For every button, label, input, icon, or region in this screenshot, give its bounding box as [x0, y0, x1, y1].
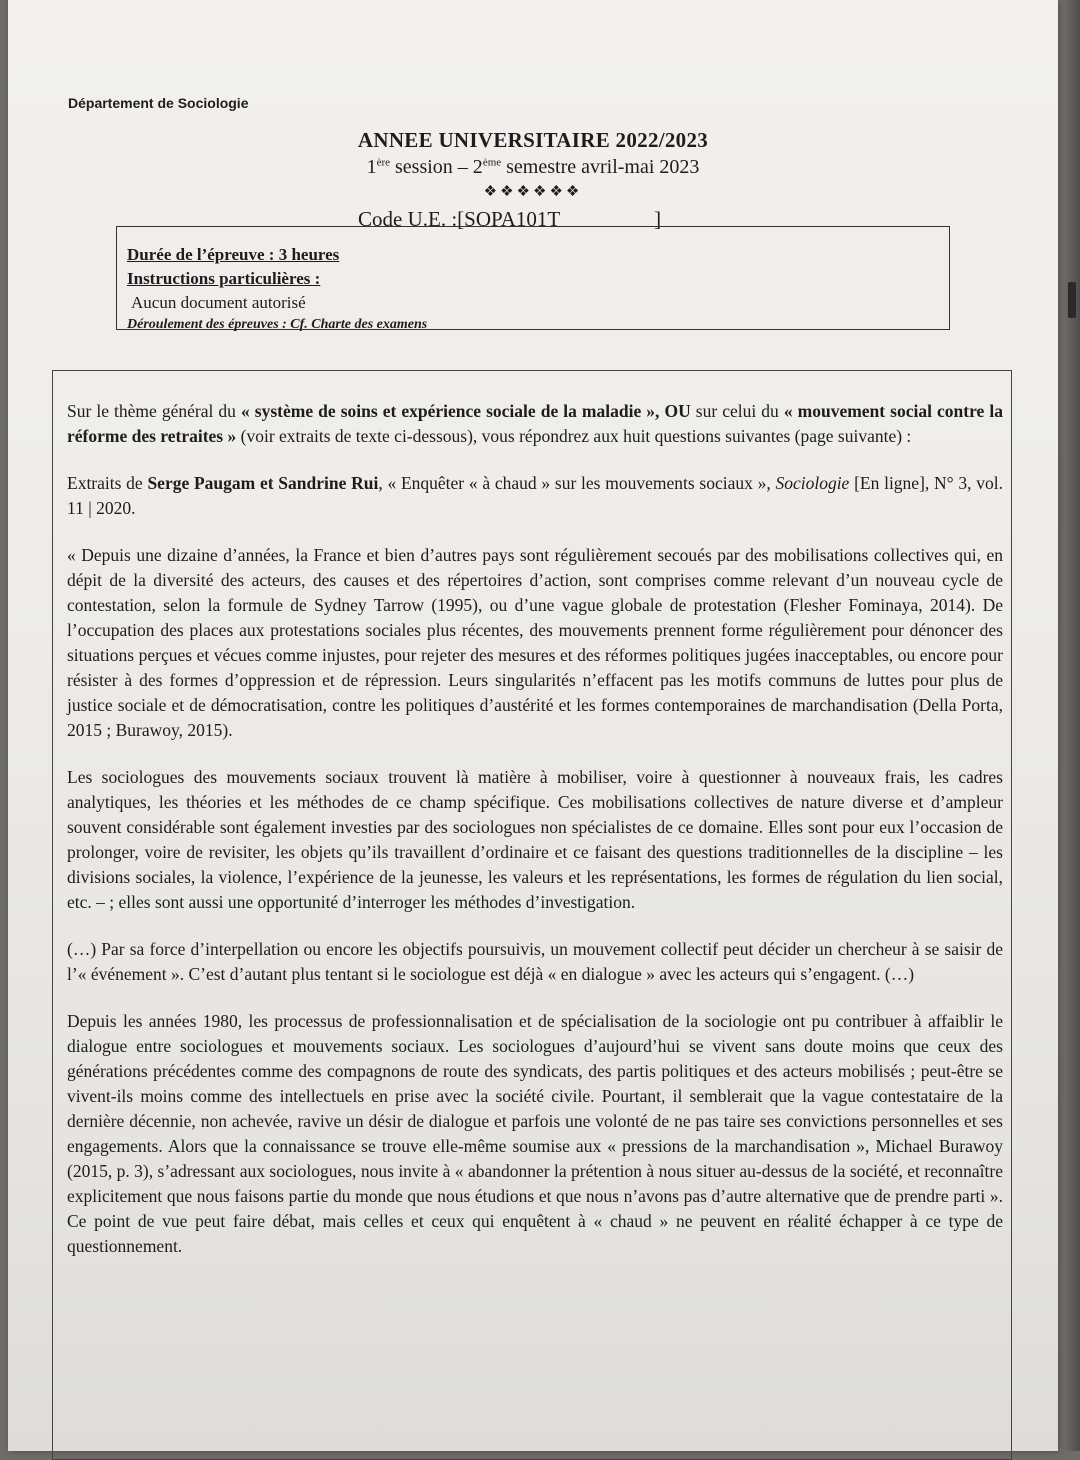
- extract-paragraph-3: (…) Par sa force d’interpellation ou encore les objectifs poursuivis, un mouvement collectif peut décider un chercheur à se saisir de l’« événement ». C’est d’autant plus tentant si le sociologue est déjà « en dialogue » avec les acteurs qui s’engagent. (…): [67, 939, 1003, 984]
- intro-c: (voir extraits de texte ci-dessous), vous répondrez aux huit questions suivantes (page suivante) :: [236, 426, 912, 446]
- session-end: semestre avril-mai 2023: [501, 156, 700, 178]
- session-line: [8, 156, 1058, 179]
- extract-paragraph-2: Les sociologues des mouvements sociaux trouvent là matière à mobiliser, voire à questionner à nouveaux frais, les cadres analytiques, les théories et les méthodes de ce champ spécifique. Ces mobilisations collectives de nature diverse et d’ampleur souvent considérable sont également investies par des sociologues non spécialistes de ce domaine. Elles sont pour eux l’occasion de prolonger, voire de revisiter, les objets qu’ils travaillent d’ordinaire et ce faisant des questions traditionnelles de la discipline – les divisions sociales, la violence, l’expérience de la jeunesse, les valeurs et les représentations, les formes de régulation du lien social, etc. – ; elles sont aussi une opportunité d’interroger les méthodes d’investigation.: [67, 767, 1003, 912]
- intro-b: sur celui du: [690, 401, 784, 421]
- code-close: ]: [654, 207, 662, 231]
- intro-a: Sur le thème général du: [67, 401, 241, 421]
- exam-duration: Durée de l’épreuve : 3 heures: [127, 245, 340, 264]
- code-value: SOPA101T: [464, 207, 561, 231]
- source-c: [En ligne], N° 3, vol. 11 | 2020.: [67, 473, 1003, 518]
- background-edge: [1058, 0, 1080, 1451]
- exam-sheet: [8, 0, 1058, 1451]
- intro-paragraph: [67, 399, 1003, 449]
- code-label: Code U.E. :[: [358, 207, 465, 231]
- binder-clip: [1068, 282, 1076, 318]
- source-citation: [67, 471, 1003, 521]
- session-number: 1: [366, 156, 377, 178]
- academic-year: ANNEE UNIVERSITAIRE 2022/2023: [357, 128, 709, 152]
- instructions-text: Aucun document autorisé: [131, 293, 306, 312]
- source-b: , « Enquêter « à chaud » sur les mouvements sociaux »,: [378, 473, 776, 493]
- intro-theme-1: « système de soins et expérience sociale de la maladie », OU: [240, 401, 691, 421]
- intro-theme-2: « mouvement social contre la réforme des retraites »: [67, 401, 1003, 446]
- extract-paragraph-4: Depuis les années 1980, les processus de professionnalisation et de spécialisation de la sociologie ont pu contribuer à affaiblir le dialogue entre sociologues et mouvements sociaux. Les sociologues d’aujourd’hui se vivent sans doute moins que ceux des générations précédentes comme des compagnons de route des syndicats, des partis politiques et des acteurs mobilisés ; peut-être se vivent-ils moins comme des intellectuels en prise avec la société civile. Pourtant, il semblerait que la vague contestataire de la dernière décennie, non achevée, ravive un désir de dialogue et parfois une volonté de ne pas taire ses convictions personnelles et ses engagements. Alors que la connaissance se trouve elle-même soumise aux « pressions de la marchandisation », Michael Burawoy (2015, p. 3), s’adressant aux sociologues, nous invite à « abandonner la prétention à nous situer au-dessus de la société, et reconnaître explicitement que nous faisons partie du monde que nous étudions et que nous n’avons pas d’autre alternative que de prendre parti ». Ce point de vue peut faire débat, mais celles et ceux qui enquêtent à « chaud » ne peuvent en réalité échapper à ce type de questionnement.: [67, 1011, 1003, 1256]
- source-a: Extraits de: [67, 473, 148, 493]
- exam-info-box: [116, 226, 950, 330]
- diamond-ornament: ❖❖❖❖❖❖: [483, 184, 583, 200]
- department-name: Département de Sociologie: [68, 95, 249, 111]
- instructions-title: Instructions particulières :: [127, 269, 321, 288]
- semester-suffix: ème: [482, 156, 502, 169]
- deroulement-text: Déroulement des épreuves : Cf. Charte des examens: [127, 317, 428, 332]
- extract-paragraph-1: « Depuis une dizaine d’années, la France et bien d’autres pays sont régulièrement secoués par des mobilisations collectives qui, en dépit de la diversité des acteurs, des causes et des répertoires d’action, sont comprises comme relevant d’un nouveau cycle de contestation, selon la formule de Sydney Tarrow (1995), ou d’une vague globale de protestation (Flesher Fominaya, 2014). De l’occupation des places aux protestations sociales plus récentes, des mouvements prennent forme régulièrement pour dénoncer des situations perçues et vécues comme injustes, pour rejeter des mesures et des réformes politiques jugées inacceptables, ou encore pour résister à des formes d’oppression et de répression. Leurs singularités n’effacent pas les motifs communs de luttes pour plus de justice sociale et de démocratisation, contre les politiques d’austérité et les formes contemporaines de marchandisation (Della Porta, 2015 ; Burawoy, 2015).: [67, 545, 1003, 740]
- source-journal: Sociologie: [775, 473, 850, 493]
- text-extract-box: [52, 370, 1012, 1460]
- session-middle: session – 2: [390, 156, 483, 178]
- source-authors: Serge Paugam et Sandrine Rui: [147, 473, 379, 493]
- session-suffix: ère: [376, 156, 391, 169]
